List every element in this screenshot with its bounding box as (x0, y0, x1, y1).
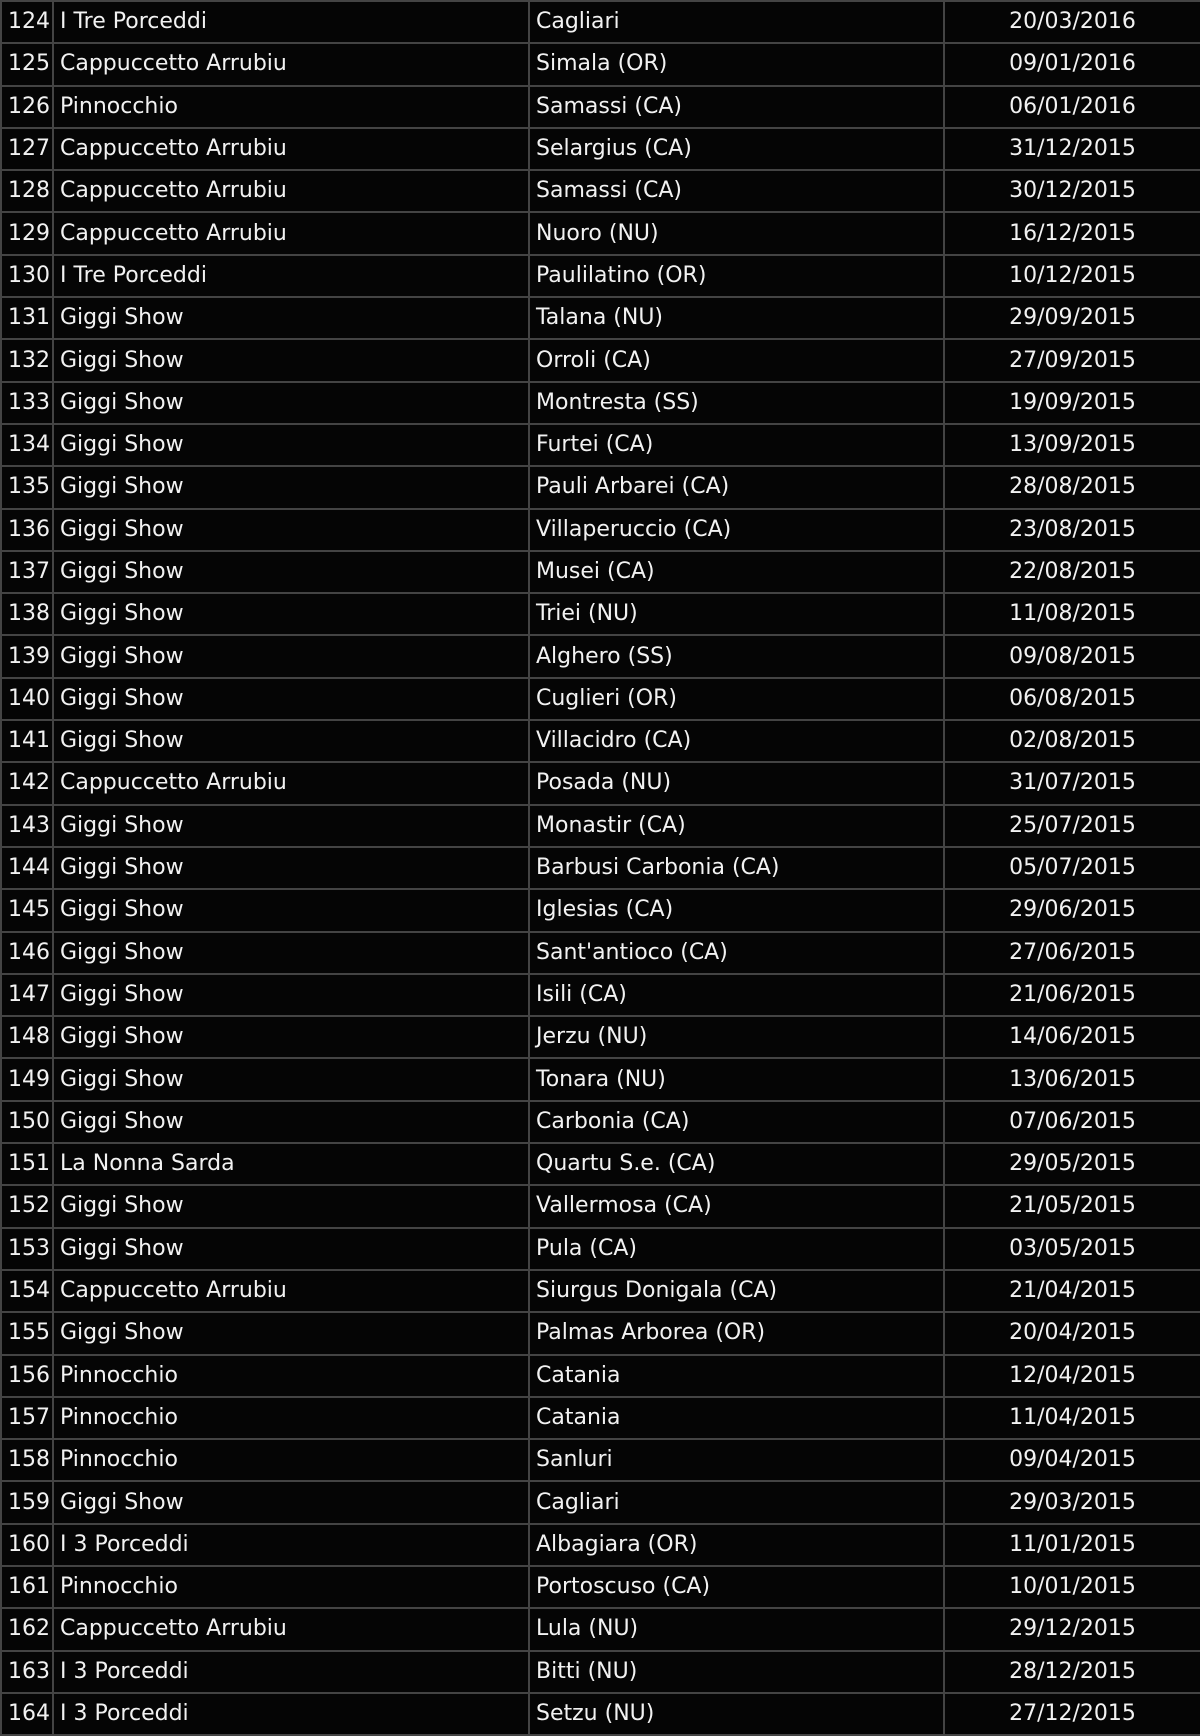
table-row (1, 1397, 1200, 1439)
row-number: 126 (1, 86, 53, 128)
row-number: 155 (1, 1312, 53, 1354)
show-location: Carbonia (CA) (529, 1101, 944, 1143)
row-number: 154 (1, 1270, 53, 1312)
show-title: Giggi Show (53, 339, 529, 381)
show-title: Giggi Show (53, 424, 529, 466)
show-date: 23/08/2015 (944, 509, 1200, 551)
show-date: 29/12/2015 (944, 1608, 1200, 1650)
row-number: 150 (1, 1101, 53, 1143)
show-date: 03/05/2015 (944, 1228, 1200, 1270)
row-number: 140 (1, 678, 53, 720)
show-location: Catania (529, 1355, 944, 1397)
show-title: Giggi Show (53, 593, 529, 635)
table-row (1, 1058, 1200, 1100)
row-number: 151 (1, 1143, 53, 1185)
show-location: Setzu (NU) (529, 1693, 944, 1735)
row-number: 141 (1, 720, 53, 762)
show-location: Cagliari (529, 1481, 944, 1523)
show-title: Cappuccetto Arrubiu (53, 128, 529, 170)
show-location: Vallermosa (CA) (529, 1185, 944, 1227)
show-location: Pauli Arbarei (CA) (529, 466, 944, 508)
show-date: 21/04/2015 (944, 1270, 1200, 1312)
table-row (1, 1270, 1200, 1312)
show-date: 31/07/2015 (944, 762, 1200, 804)
show-title: I 3 Porceddi (53, 1651, 529, 1693)
table-row (1, 1651, 1200, 1693)
show-date: 21/05/2015 (944, 1185, 1200, 1227)
show-date: 21/06/2015 (944, 974, 1200, 1016)
show-location: Villacidro (CA) (529, 720, 944, 762)
show-title: Cappuccetto Arrubiu (53, 1270, 529, 1312)
show-date: 27/09/2015 (944, 339, 1200, 381)
show-location: Nuoro (NU) (529, 212, 944, 254)
table-row (1, 1143, 1200, 1185)
show-date: 29/05/2015 (944, 1143, 1200, 1185)
show-location: Montresta (SS) (529, 382, 944, 424)
show-title: Giggi Show (53, 1016, 529, 1058)
show-title: Pinnocchio (53, 1397, 529, 1439)
table-row (1, 424, 1200, 466)
row-number: 130 (1, 255, 53, 297)
show-location: Catania (529, 1397, 944, 1439)
show-date: 28/12/2015 (944, 1651, 1200, 1693)
show-date: 25/07/2015 (944, 805, 1200, 847)
table-row (1, 762, 1200, 804)
show-title: Giggi Show (53, 551, 529, 593)
show-date: 11/04/2015 (944, 1397, 1200, 1439)
show-date: 07/06/2015 (944, 1101, 1200, 1143)
show-title: Giggi Show (53, 847, 529, 889)
row-number: 156 (1, 1355, 53, 1397)
show-date: 30/12/2015 (944, 170, 1200, 212)
show-title: Giggi Show (53, 1058, 529, 1100)
show-location: Jerzu (NU) (529, 1016, 944, 1058)
table-row (1, 1524, 1200, 1566)
row-number: 147 (1, 974, 53, 1016)
show-date: 13/06/2015 (944, 1058, 1200, 1100)
show-location: Monastir (CA) (529, 805, 944, 847)
show-date: 19/09/2015 (944, 382, 1200, 424)
row-number: 146 (1, 932, 53, 974)
show-location: Samassi (CA) (529, 170, 944, 212)
show-title: Giggi Show (53, 889, 529, 931)
row-number: 163 (1, 1651, 53, 1693)
row-number: 124 (1, 1, 53, 43)
table-row (1, 635, 1200, 677)
show-date: 02/08/2015 (944, 720, 1200, 762)
table-row (1, 889, 1200, 931)
show-date: 12/04/2015 (944, 1355, 1200, 1397)
show-location: Siurgus Donigala (CA) (529, 1270, 944, 1312)
show-location: Posada (NU) (529, 762, 944, 804)
show-location: Villaperuccio (CA) (529, 509, 944, 551)
show-date: 20/04/2015 (944, 1312, 1200, 1354)
show-location: Barbusi Carbonia (CA) (529, 847, 944, 889)
show-title: Cappuccetto Arrubiu (53, 43, 529, 85)
show-location: Quartu S.e. (CA) (529, 1143, 944, 1185)
table-row (1, 932, 1200, 974)
table-row (1, 1355, 1200, 1397)
show-title: Pinnocchio (53, 1355, 529, 1397)
show-title: I 3 Porceddi (53, 1693, 529, 1735)
table-row (1, 847, 1200, 889)
row-number: 142 (1, 762, 53, 804)
show-location: Palmas Arborea (OR) (529, 1312, 944, 1354)
table-row (1, 1439, 1200, 1481)
row-number: 134 (1, 424, 53, 466)
show-title: Cappuccetto Arrubiu (53, 170, 529, 212)
show-location: Simala (OR) (529, 43, 944, 85)
table-row (1, 1312, 1200, 1354)
row-number: 164 (1, 1693, 53, 1735)
row-number: 127 (1, 128, 53, 170)
show-date: 29/03/2015 (944, 1481, 1200, 1523)
show-date: 05/07/2015 (944, 847, 1200, 889)
show-location: Triei (NU) (529, 593, 944, 635)
table-row (1, 86, 1200, 128)
show-location: Sanluri (529, 1439, 944, 1481)
show-title: Giggi Show (53, 1185, 529, 1227)
row-number: 139 (1, 635, 53, 677)
show-date: 27/06/2015 (944, 932, 1200, 974)
show-location: Pula (CA) (529, 1228, 944, 1270)
show-location: Alghero (SS) (529, 635, 944, 677)
table-row (1, 297, 1200, 339)
show-title: I Tre Porceddi (53, 255, 529, 297)
row-number: 157 (1, 1397, 53, 1439)
table-row (1, 1566, 1200, 1608)
show-date: 09/04/2015 (944, 1439, 1200, 1481)
show-location: Furtei (CA) (529, 424, 944, 466)
show-title: Giggi Show (53, 1312, 529, 1354)
row-number: 149 (1, 1058, 53, 1100)
show-location: Selargius (CA) (529, 128, 944, 170)
show-title: Giggi Show (53, 1228, 529, 1270)
show-date: 13/09/2015 (944, 424, 1200, 466)
table-row (1, 212, 1200, 254)
table-row (1, 1, 1200, 43)
show-location: Tonara (NU) (529, 1058, 944, 1100)
table-row (1, 128, 1200, 170)
show-date: 16/12/2015 (944, 212, 1200, 254)
show-date: 10/12/2015 (944, 255, 1200, 297)
show-title: Giggi Show (53, 1101, 529, 1143)
show-location: Bitti (NU) (529, 1651, 944, 1693)
show-title: Giggi Show (53, 466, 529, 508)
table-row (1, 720, 1200, 762)
row-number: 144 (1, 847, 53, 889)
row-number: 135 (1, 466, 53, 508)
table-row (1, 382, 1200, 424)
show-title: Giggi Show (53, 635, 529, 677)
table-row (1, 974, 1200, 1016)
show-date: 31/12/2015 (944, 128, 1200, 170)
show-title: Giggi Show (53, 382, 529, 424)
show-date: 27/12/2015 (944, 1693, 1200, 1735)
table-row (1, 1228, 1200, 1270)
table-row (1, 1608, 1200, 1650)
table-row (1, 255, 1200, 297)
shows-table-body (1, 1, 1200, 1735)
show-location: Albagiara (OR) (529, 1524, 944, 1566)
row-number: 133 (1, 382, 53, 424)
show-location: Orroli (CA) (529, 339, 944, 381)
show-date: 11/08/2015 (944, 593, 1200, 635)
row-number: 161 (1, 1566, 53, 1608)
show-location: Cuglieri (OR) (529, 678, 944, 720)
show-title: I 3 Porceddi (53, 1524, 529, 1566)
show-date: 10/01/2015 (944, 1566, 1200, 1608)
table-row (1, 43, 1200, 85)
row-number: 160 (1, 1524, 53, 1566)
row-number: 158 (1, 1439, 53, 1481)
table-row (1, 1016, 1200, 1058)
row-number: 159 (1, 1481, 53, 1523)
show-location: Cagliari (529, 1, 944, 43)
show-date: 28/08/2015 (944, 466, 1200, 508)
table-row (1, 551, 1200, 593)
show-date: 29/09/2015 (944, 297, 1200, 339)
show-title: La Nonna Sarda (53, 1143, 529, 1185)
show-location: Musei (CA) (529, 551, 944, 593)
table-row (1, 1481, 1200, 1523)
row-number: 145 (1, 889, 53, 931)
row-number: 128 (1, 170, 53, 212)
show-date: 22/08/2015 (944, 551, 1200, 593)
show-title: Cappuccetto Arrubiu (53, 212, 529, 254)
show-date: 06/01/2016 (944, 86, 1200, 128)
row-number: 132 (1, 339, 53, 381)
show-title: Cappuccetto Arrubiu (53, 762, 529, 804)
show-title: Pinnocchio (53, 1566, 529, 1608)
table-row (1, 466, 1200, 508)
row-number: 136 (1, 509, 53, 551)
show-date: 09/01/2016 (944, 43, 1200, 85)
table-row (1, 1101, 1200, 1143)
show-date: 20/03/2016 (944, 1, 1200, 43)
show-location: Iglesias (CA) (529, 889, 944, 931)
show-title: I Tre Porceddi (53, 1, 529, 43)
show-location: Talana (NU) (529, 297, 944, 339)
show-title: Cappuccetto Arrubiu (53, 1608, 529, 1650)
show-date: 29/06/2015 (944, 889, 1200, 931)
show-title: Giggi Show (53, 720, 529, 762)
show-title: Giggi Show (53, 805, 529, 847)
show-location: Sant'antioco (CA) (529, 932, 944, 974)
show-location: Isili (CA) (529, 974, 944, 1016)
show-title: Giggi Show (53, 1481, 529, 1523)
show-title: Giggi Show (53, 509, 529, 551)
show-location: Lula (NU) (529, 1608, 944, 1650)
row-number: 162 (1, 1608, 53, 1650)
table-row (1, 339, 1200, 381)
table-row (1, 1185, 1200, 1227)
table-row (1, 1693, 1200, 1735)
row-number: 152 (1, 1185, 53, 1227)
show-location: Paulilatino (OR) (529, 255, 944, 297)
row-number: 153 (1, 1228, 53, 1270)
show-title: Pinnocchio (53, 86, 529, 128)
table-row (1, 593, 1200, 635)
show-title: Giggi Show (53, 678, 529, 720)
row-number: 143 (1, 805, 53, 847)
show-location: Portoscuso (CA) (529, 1566, 944, 1608)
row-number: 148 (1, 1016, 53, 1058)
show-title: Giggi Show (53, 932, 529, 974)
row-number: 129 (1, 212, 53, 254)
row-number: 137 (1, 551, 53, 593)
table-row (1, 805, 1200, 847)
row-number: 131 (1, 297, 53, 339)
table-row (1, 509, 1200, 551)
show-title: Giggi Show (53, 297, 529, 339)
show-date: 14/06/2015 (944, 1016, 1200, 1058)
show-location: Samassi (CA) (529, 86, 944, 128)
row-number: 138 (1, 593, 53, 635)
show-title: Giggi Show (53, 974, 529, 1016)
row-number: 125 (1, 43, 53, 85)
show-date: 09/08/2015 (944, 635, 1200, 677)
table-row (1, 678, 1200, 720)
show-date: 11/01/2015 (944, 1524, 1200, 1566)
show-title: Pinnocchio (53, 1439, 529, 1481)
table-row (1, 170, 1200, 212)
show-date: 06/08/2015 (944, 678, 1200, 720)
